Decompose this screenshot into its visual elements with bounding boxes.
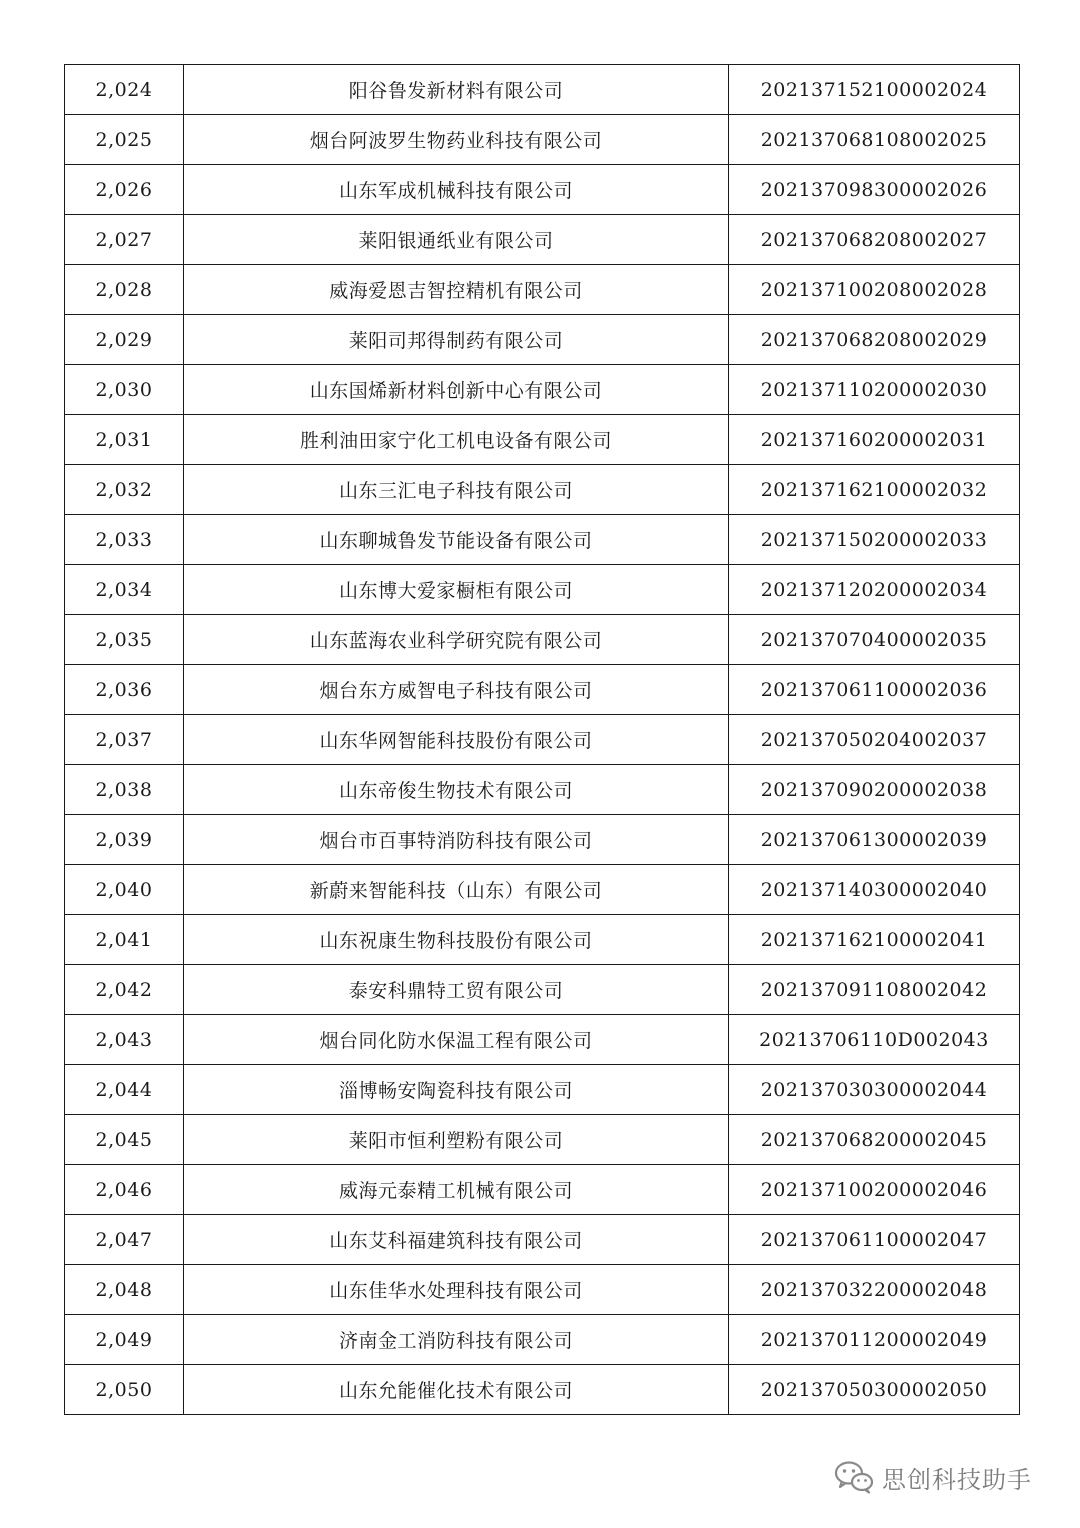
table-row [65, 915, 1020, 965]
table-row [65, 1115, 1020, 1165]
company-name-cell: 山东帝俊生物技术有限公司 [184, 765, 729, 815]
registration-code-cell: 202137068200002045 [729, 1115, 1020, 1165]
registration-code-cell: 202137100208002028 [729, 265, 1020, 315]
company-name-cell: 烟台东方威智电子科技有限公司 [184, 665, 729, 715]
table-row [65, 1215, 1020, 1265]
company-name-cell: 莱阳银通纸业有限公司 [184, 215, 729, 265]
row-number-cell: 2,045 [65, 1115, 184, 1165]
table-row [65, 965, 1020, 1015]
row-number-cell: 2,039 [65, 815, 184, 865]
registration-code-cell: 202137162100002041 [729, 915, 1020, 965]
row-number-cell: 2,035 [65, 615, 184, 665]
row-number-cell: 2,030 [65, 365, 184, 415]
company-table-body [65, 65, 1020, 1415]
company-name-cell: 山东国烯新材料创新中心有限公司 [184, 365, 729, 415]
registration-code-cell: 202137061100002047 [729, 1215, 1020, 1265]
company-name-cell: 山东三汇电子科技有限公司 [184, 465, 729, 515]
table-row [65, 415, 1020, 465]
row-number-cell: 2,043 [65, 1015, 184, 1065]
registration-code-cell: 202137098300002026 [729, 165, 1020, 215]
company-name-cell: 阳谷鲁发新材料有限公司 [184, 65, 729, 115]
table-row [65, 1365, 1020, 1415]
watermark-text: 思创科技助手 [882, 1465, 1032, 1494]
company-name-cell: 山东聊城鲁发节能设备有限公司 [184, 515, 729, 565]
table-row [65, 1265, 1020, 1315]
row-number-cell: 2,040 [65, 865, 184, 915]
table-row [65, 1315, 1020, 1365]
registration-code-cell: 202137050204002037 [729, 715, 1020, 765]
row-number-cell: 2,027 [65, 215, 184, 265]
registration-code-cell: 202137030300002044 [729, 1065, 1020, 1115]
table-row [65, 365, 1020, 415]
company-name-cell: 烟台市百事特消防科技有限公司 [184, 815, 729, 865]
registration-code-cell: 202137110200002030 [729, 365, 1020, 415]
row-number-cell: 2,028 [65, 265, 184, 315]
company-name-cell: 山东允能催化技术有限公司 [184, 1365, 729, 1415]
company-name-cell: 泰安科鼎特工贸有限公司 [184, 965, 729, 1015]
registration-code-cell: 202137068108002025 [729, 115, 1020, 165]
row-number-cell: 2,025 [65, 115, 184, 165]
registration-code-cell: 20213706110D002043 [729, 1015, 1020, 1065]
row-number-cell: 2,047 [65, 1215, 184, 1265]
registration-code-cell: 202137050300002050 [729, 1365, 1020, 1415]
registration-code-cell: 202137061100002036 [729, 665, 1020, 715]
company-name-cell: 威海元泰精工机械有限公司 [184, 1165, 729, 1215]
row-number-cell: 2,024 [65, 65, 184, 115]
table-row [65, 265, 1020, 315]
company-table [64, 64, 1020, 1415]
company-name-cell: 山东博大爱家橱柜有限公司 [184, 565, 729, 615]
watermark [834, 1457, 1032, 1497]
registration-code-cell: 202137100200002046 [729, 1165, 1020, 1215]
table-row [65, 115, 1020, 165]
company-name-cell: 山东祝康生物科技股份有限公司 [184, 915, 729, 965]
row-number-cell: 2,033 [65, 515, 184, 565]
row-number-cell: 2,038 [65, 765, 184, 815]
company-name-cell: 新蔚来智能科技（山东）有限公司 [184, 865, 729, 915]
row-number-cell: 2,029 [65, 315, 184, 365]
table-row [65, 515, 1020, 565]
row-number-cell: 2,026 [65, 165, 184, 215]
registration-code-cell: 202137011200002049 [729, 1315, 1020, 1365]
row-number-cell: 2,031 [65, 415, 184, 465]
registration-code-cell: 202137068208002027 [729, 215, 1020, 265]
registration-code-cell: 202137070400002035 [729, 615, 1020, 665]
row-number-cell: 2,037 [65, 715, 184, 765]
company-name-cell: 胜利油田家宁化工机电设备有限公司 [184, 415, 729, 465]
registration-code-cell: 202137152100002024 [729, 65, 1020, 115]
table-row [65, 1065, 1020, 1115]
company-name-cell: 济南金工消防科技有限公司 [184, 1315, 729, 1365]
registration-code-cell: 202137061300002039 [729, 815, 1020, 865]
company-name-cell: 威海爱恩吉智控精机有限公司 [184, 265, 729, 315]
registration-code-cell: 202137120200002034 [729, 565, 1020, 615]
company-name-cell: 烟台同化防水保温工程有限公司 [184, 1015, 729, 1065]
company-name-cell: 莱阳市恒利塑粉有限公司 [184, 1115, 729, 1165]
registration-code-cell: 202137162100002032 [729, 465, 1020, 515]
table-row [65, 315, 1020, 365]
company-name-cell: 山东蓝海农业科学研究院有限公司 [184, 615, 729, 665]
table-row [65, 615, 1020, 665]
registration-code-cell: 202137140300002040 [729, 865, 1020, 915]
registration-code-cell: 202137032200002048 [729, 1265, 1020, 1315]
company-name-cell: 山东华网智能科技股份有限公司 [184, 715, 729, 765]
row-number-cell: 2,036 [65, 665, 184, 715]
row-number-cell: 2,046 [65, 1165, 184, 1215]
company-name-cell: 烟台阿波罗生物药业科技有限公司 [184, 115, 729, 165]
registration-code-cell: 202137150200002033 [729, 515, 1020, 565]
row-number-cell: 2,044 [65, 1065, 184, 1115]
row-number-cell: 2,042 [65, 965, 184, 1015]
table-row [65, 665, 1020, 715]
table-row [65, 1015, 1020, 1065]
registration-code-cell: 202137091108002042 [729, 965, 1020, 1015]
company-name-cell: 淄博畅安陶瓷科技有限公司 [184, 1065, 729, 1115]
registration-code-cell: 202137068208002029 [729, 315, 1020, 365]
table-row [65, 715, 1020, 765]
registration-code-cell: 202137090200002038 [729, 765, 1020, 815]
table-row [65, 865, 1020, 915]
company-name-cell: 莱阳司邦得制药有限公司 [184, 315, 729, 365]
row-number-cell: 2,049 [65, 1315, 184, 1365]
table-row [65, 815, 1020, 865]
company-name-cell: 山东艾科福建筑科技有限公司 [184, 1215, 729, 1265]
table-row [65, 765, 1020, 815]
table-row [65, 565, 1020, 615]
company-name-cell: 山东军成机械科技有限公司 [184, 165, 729, 215]
company-name-cell: 山东佳华水处理科技有限公司 [184, 1265, 729, 1315]
table-row [65, 65, 1020, 115]
registration-code-cell: 202137160200002031 [729, 415, 1020, 465]
table-row [65, 215, 1020, 265]
table-row [65, 465, 1020, 515]
row-number-cell: 2,048 [65, 1265, 184, 1315]
row-number-cell: 2,034 [65, 565, 184, 615]
table-row [65, 165, 1020, 215]
row-number-cell: 2,032 [65, 465, 184, 515]
table-row [65, 1165, 1020, 1215]
wechat-icon [834, 1460, 874, 1494]
row-number-cell: 2,050 [65, 1365, 184, 1415]
row-number-cell: 2,041 [65, 915, 184, 965]
